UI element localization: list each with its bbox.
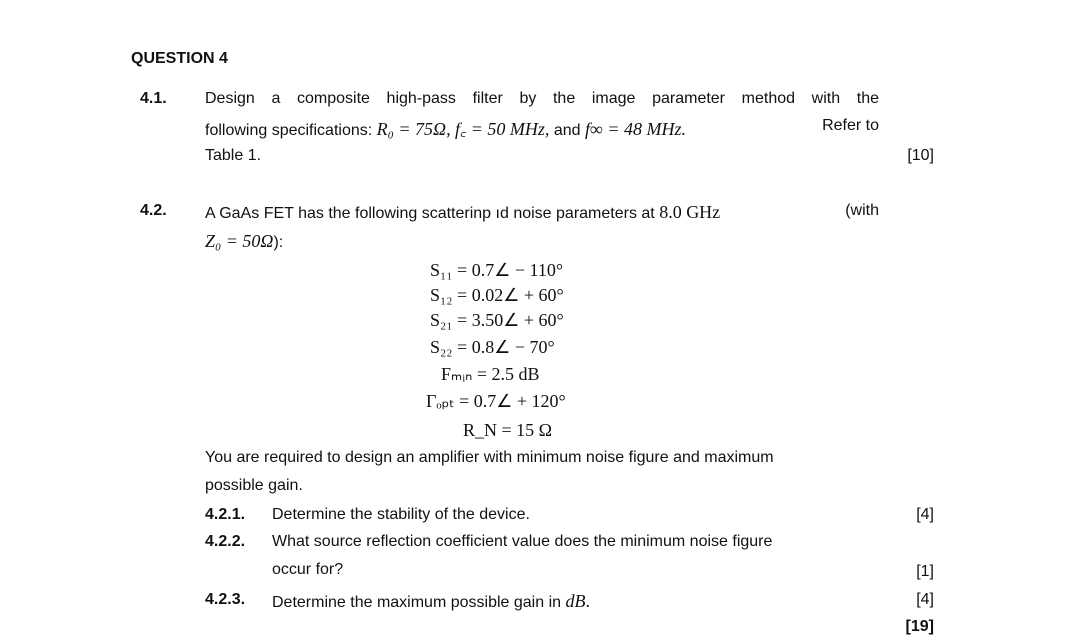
q41-r0: R₀ = 75Ω, (376, 119, 451, 139)
q42-intro-with: (with (845, 202, 879, 219)
q41-line2-prefix: following specifications: (205, 122, 373, 139)
q422-marks: [1] (916, 563, 934, 580)
q41-fc: f꜀ = 50 MHz, (455, 119, 550, 139)
q41-finf: f∞ = 48 MHz. (585, 119, 686, 139)
q42-requirement-line1: You are required to design an amplifier with minimum noise figure and maximum (205, 449, 774, 466)
eq-s12: S₁₂ = 0.02∠ + 60° (430, 285, 564, 305)
question-heading: QUESTION 4 (131, 50, 228, 67)
q421-number: 4.2.1. (205, 506, 246, 523)
eq-s22: S₂₂ = 0.8∠ − 70° (430, 337, 555, 357)
q422-text-line1: What source reflection coefficient value does the minimum noise figure (272, 533, 773, 550)
q42-z0-line (205, 231, 283, 252)
q41-line2 (205, 117, 879, 141)
q421-marks: [4] (916, 506, 934, 523)
eq-s11: S₁₁ = 0.7∠ − 110° (430, 260, 564, 280)
q41-and: and (553, 122, 581, 139)
q41-line3: Table 1. (205, 147, 262, 164)
q42-total-marks: [19] (905, 618, 934, 635)
q421-text: Determine the stability of the device. (272, 506, 530, 523)
q423-period: . (585, 591, 590, 611)
q41-suffix: Refer to (822, 117, 879, 134)
eq-rn: R_N = 15 Ω (463, 420, 553, 440)
q422-text-line2: occur for? (272, 561, 344, 578)
eq-s21: S₂₁ = 3.50∠ + 60° (430, 310, 564, 330)
eq-fmin: Fₘᵢₙ = 2.5 dB (441, 364, 540, 384)
q423-text-line (272, 591, 590, 612)
q42-intro-part1: A GaAs FET has the following scatterinр (205, 205, 492, 222)
q422-number: 4.2.2. (205, 533, 246, 550)
q423-marks: [4] (916, 591, 934, 608)
q423-unit: dB (565, 591, 586, 611)
eq-gopt: Γₒₚₜ = 0.7∠ + 120° (426, 391, 566, 411)
q41-line1: Design a composite high-pass filter by the image parameter method with the (205, 90, 879, 107)
q423-number: 4.2.3. (205, 591, 246, 608)
q42-intro (205, 202, 879, 223)
q423-text: Determine the maximum possible gain in (272, 594, 562, 611)
q42-intro-freq: 8.0 GHz (659, 202, 721, 222)
q41-number: 4.1. (140, 90, 167, 107)
q41-marks: [10] (907, 147, 934, 164)
q42-number: 4.2. (140, 202, 167, 219)
q42-intro-part2: ıd noise parameters at (495, 205, 655, 222)
q42-z0-suffix: ): (273, 234, 284, 251)
q42-requirement-line2: possible gain. (205, 477, 303, 494)
q42-z0: Z₀ = 50Ω (205, 231, 274, 251)
